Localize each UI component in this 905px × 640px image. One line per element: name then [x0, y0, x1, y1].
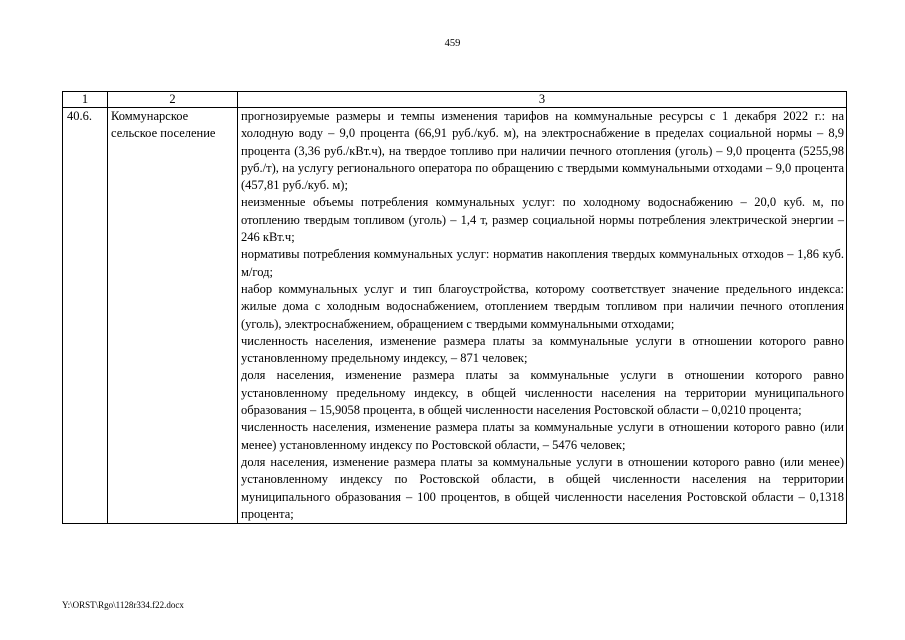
file-path-footer: Y:\ORST\Rgo\1128r334.f22.docx [62, 600, 184, 610]
page-number: 459 [444, 38, 461, 49]
paragraph-tariffs: прогнозируемые размеры и темпы изменения тарифов на коммунальные ресурсы с 1 декабря 2022 г.: на холодную воду – 9,0 процента (66,91 руб./куб. м), на электроснабжение в пределах социальной нормы – 8,9 процента (3,36 руб./кВт.ч), на твердое топливо при наличии печного отопления (уголь) – 9,0 процента (5255,98 руб./т), на услугу регионального оператора по обращению с твердыми коммунальными отходами – 9,0 процента (457,81 руб./куб. м); [241, 109, 844, 193]
table-header-row [63, 92, 847, 108]
paragraph-population-equal: численность населения, изменение размера платы за коммунальные услуги в отношении которого равно установленному предельному индексу, – 871 человек; [241, 333, 844, 366]
row-number: 40.6. [63, 108, 108, 524]
municipality-name: Коммунарское сельское поселение [108, 108, 238, 524]
row-description [238, 108, 847, 524]
column-number-2: 2 [108, 92, 238, 108]
tariff-table [62, 91, 847, 524]
column-number-3: 3 [238, 92, 847, 108]
column-number-1: 1 [63, 92, 108, 108]
paragraph-norms: нормативы потребления коммунальных услуг: норматив накопления твердых коммунальных отходов – 1,86 куб. м/год; [241, 247, 844, 279]
paragraph-share-less: доля населения, изменение размера платы за коммунальные услуги в отношении которого равно (или менее) установленному индексу по Ростовской области, в общей численности населения на территории муниципального образования – 100 процентов, в общей численности населения Ростовской области – 0,1318 процента; [241, 454, 844, 521]
paragraph-share-equal: доля населения, изменение размера платы за коммунальные услуги в отношении которого равно установленному предельному индексу, в общей численности населения на территории муниципального образования – 15,9058 процента, в общей численности населения Ростовской области – 0,0210 процента; [241, 368, 844, 418]
table-row [63, 108, 847, 524]
paragraph-services-set: набор коммунальных услуг и тип благоустройства, которому соответствует значение предельного индекса: жилые дома с холодным водоснабжением, отоплением твердым топливом при наличии печного отопления (уголь), электроснабжением, обращением с твердыми коммунальными отходами; [241, 281, 844, 331]
paragraph-population-less: численность населения, изменение размера платы за коммунальные услуги в отношении которого равно (или менее) установленному индексу по Ростовской области, – 5476 человек; [241, 420, 844, 452]
paragraph-volumes: неизменные объемы потребления коммунальных услуг: по холодному водоснабжению – 20,0 куб. м, по отоплению твердым топливом (уголь) – 1,4 т, размер социальной нормы потребления электрической энергии – 246 кВт.ч; [241, 195, 844, 245]
